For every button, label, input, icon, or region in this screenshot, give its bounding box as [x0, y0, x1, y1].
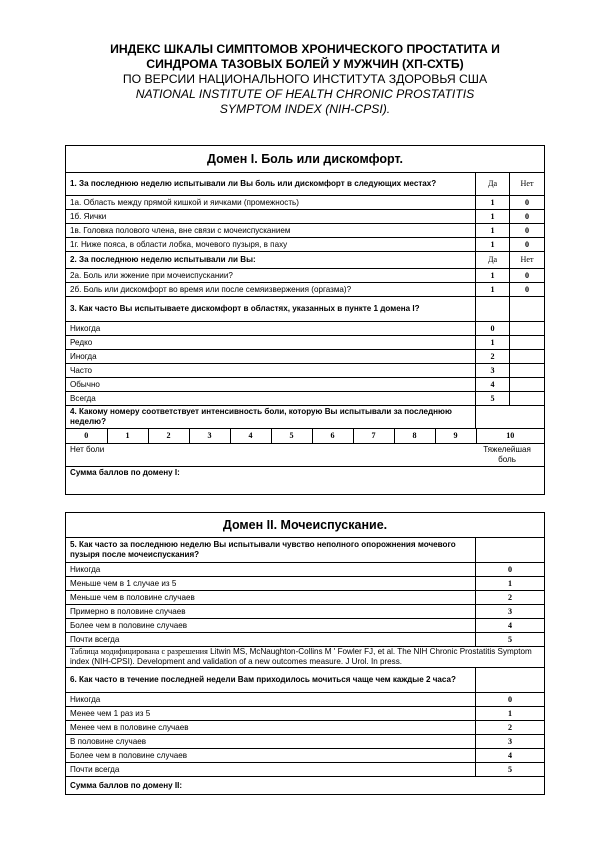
q6-option: Менее чем 1 раз из 5	[66, 707, 476, 721]
q5-option: Более чем в половине случаев	[66, 619, 476, 633]
q1c-yes[interactable]: 1	[476, 224, 510, 238]
q3-empty	[510, 322, 545, 336]
q5-option: Почти всегда	[66, 633, 476, 647]
q2a-label: 2а. Боль или жжение при мочеиспускании?	[66, 269, 476, 283]
q6-blank	[476, 668, 545, 693]
question-6: 6. Как часто в течение последней недели Вам приходилось мочиться чаще чем каждые 2 часа?	[66, 668, 476, 693]
q1d-no[interactable]: 0	[510, 238, 545, 252]
title-line-5: SYMPTOM INDEX (NIH-CPSI).	[219, 102, 391, 116]
q3-empty	[510, 364, 545, 378]
q5-score[interactable]: 3	[476, 605, 545, 619]
q5-score[interactable]: 5	[476, 633, 545, 647]
q6-score[interactable]: 1	[476, 707, 545, 721]
q3-empty	[510, 378, 545, 392]
q3-option: Обычно	[66, 378, 476, 392]
q2b-no[interactable]: 0	[510, 283, 545, 297]
no-pain-label: Нет боли	[70, 445, 105, 454]
pain-scale-9[interactable]: 9	[435, 429, 476, 443]
domain-1-sum: Сумма баллов по домену I:	[66, 467, 545, 495]
q3-score[interactable]: 4	[476, 378, 510, 392]
pain-scale-5[interactable]: 5	[271, 429, 312, 443]
question-5: 5. Как часто за последнюю неделю Вы испытывали чувство неполного опорожнения мочевого пузыря после мочеиспускания?	[66, 538, 476, 563]
question-3: 3. Как часто Вы испытываете дискомфорт в областях, указанных в пункте 1 домена I?	[66, 297, 476, 322]
q1a-yes[interactable]: 1	[476, 196, 510, 210]
title-line-1: ИНДЕКС ШКАЛЫ СИМПТОМОВ ХРОНИЧЕСКОГО ПРОСТАТИТА И	[110, 42, 500, 56]
q1d-yes[interactable]: 1	[476, 238, 510, 252]
q6-score[interactable]: 0	[476, 693, 545, 707]
q5-score[interactable]: 0	[476, 563, 545, 577]
source-note	[66, 647, 545, 668]
pain-scale-10[interactable]: 10	[506, 431, 515, 440]
q1a-no[interactable]: 0	[510, 196, 545, 210]
q3-score[interactable]: 2	[476, 350, 510, 364]
yes-header: Да	[476, 252, 510, 269]
domain-2-sum: Сумма баллов по домену II:	[66, 777, 545, 795]
question-4: 4. Какому номеру соответствует интенсивность боли, которую Вы испытывали за последнюю неделю?	[66, 406, 476, 429]
title-line-3: ПО ВЕРСИИ НАЦИОНАЛЬНОГО ИНСТИТУТА ЗДОРОВЬЯ США	[122, 72, 488, 86]
q5-option: Меньше чем в 1 случае из 5	[66, 577, 476, 591]
q5-option: Примерно в половине случаев	[66, 605, 476, 619]
domain-2-table	[65, 512, 545, 795]
q6-option: Более чем в половине случаев	[66, 749, 476, 763]
q6-option: Менее чем в половине случаев	[66, 721, 476, 735]
no-header: Нет	[510, 173, 545, 196]
q6-score[interactable]: 2	[476, 721, 545, 735]
q6-score[interactable]: 4	[476, 749, 545, 763]
title-line-4: NATIONAL INSTITUTE OF HEALTH CHRONIC PROSTATITIS	[135, 87, 475, 101]
question-2: 2. За последнюю неделю испытывали ли Вы:	[66, 252, 476, 269]
domain-1-table	[65, 145, 545, 495]
q6-option: В половине случаев	[66, 735, 476, 749]
q3-option: Иногда	[66, 350, 476, 364]
no-header: Нет	[510, 252, 545, 269]
pain-scale-0[interactable]: 0	[66, 429, 107, 443]
pain-scale-6[interactable]: 6	[312, 429, 353, 443]
q3-option: Часто	[66, 364, 476, 378]
q3-empty	[510, 350, 545, 364]
q1a-label: 1а. Область между прямой кишкой и яичками (промежность)	[66, 196, 476, 210]
q6-score[interactable]: 5	[476, 763, 545, 777]
q2a-yes[interactable]: 1	[476, 269, 510, 283]
q3-option: Всегда	[66, 392, 476, 406]
yes-header: Да	[476, 173, 510, 196]
pain-scale-4[interactable]: 4	[230, 429, 271, 443]
q3-blank	[476, 297, 510, 322]
q5-option: Никогда	[66, 563, 476, 577]
q3-score[interactable]: 1	[476, 336, 510, 350]
q3-score[interactable]: 5	[476, 392, 510, 406]
q3-option: Редко	[66, 336, 476, 350]
q1b-yes[interactable]: 1	[476, 210, 510, 224]
q6-score[interactable]: 3	[476, 735, 545, 749]
q1b-no[interactable]: 0	[510, 210, 545, 224]
q2a-no[interactable]: 0	[510, 269, 545, 283]
pain-scale-2[interactable]: 2	[148, 429, 189, 443]
pain-scale-7[interactable]: 7	[353, 429, 394, 443]
worst-pain-label: Тяжелейшая боль	[483, 445, 531, 464]
q3-empty	[510, 336, 545, 350]
source-note-citation: Litwin MS, McNaughton-Collins M ' Fowler FJ, et al. The NIH Chronic Prostatitis Symptom index (NIH-CPSI). Development and validation of a new outcomes measure. J Urol. In press.	[70, 647, 532, 666]
q3-option: Никогда	[66, 322, 476, 336]
q1c-label: 1в. Головка полового члена, вне связи с мочеиспусканием	[66, 224, 476, 238]
domain-2-title: Домен II. Мочеиспускание.	[66, 513, 545, 538]
q6-option: Никогда	[66, 693, 476, 707]
pain-scale	[66, 429, 544, 443]
q1b-label: 1б. Яички	[66, 210, 476, 224]
domain-1-title: Домен I. Боль или дискомфорт.	[66, 146, 545, 173]
q5-option: Меньше чем в половине случаев	[66, 591, 476, 605]
q3-empty	[510, 392, 545, 406]
q2b-yes[interactable]: 1	[476, 283, 510, 297]
pain-scale-3[interactable]: 3	[189, 429, 230, 443]
q3-blank	[510, 297, 545, 322]
q2b-label: 2б. Боль или дискомфорт во время или после семяизвержения (оргазма)?	[66, 283, 476, 297]
q3-score[interactable]: 3	[476, 364, 510, 378]
pain-scale-8[interactable]: 8	[394, 429, 435, 443]
q5-score[interactable]: 1	[476, 577, 545, 591]
q5-blank	[476, 538, 545, 563]
document-header	[40, 42, 570, 117]
source-note-prefix: Таблица модифицирована с разрешения	[70, 647, 208, 656]
question-1: 1. За последнюю неделю испытывали ли Вы боль или дискомфорт в следующих местах?	[66, 173, 476, 196]
q5-score[interactable]: 2	[476, 591, 545, 605]
pain-scale-1[interactable]: 1	[107, 429, 148, 443]
q5-score[interactable]: 4	[476, 619, 545, 633]
q1d-label: 1г. Ниже пояса, в области лобка, мочевого пузыря, в паху	[66, 238, 476, 252]
q6-option: Почти всегда	[66, 763, 476, 777]
q4-blank	[476, 406, 545, 429]
q3-score[interactable]: 0	[476, 322, 510, 336]
title-line-2: СИНДРОМА ТАЗОВЫХ БОЛЕЙ У МУЖЧИН (ХП-СХТБ)	[146, 57, 464, 71]
q1c-no[interactable]: 0	[510, 224, 545, 238]
